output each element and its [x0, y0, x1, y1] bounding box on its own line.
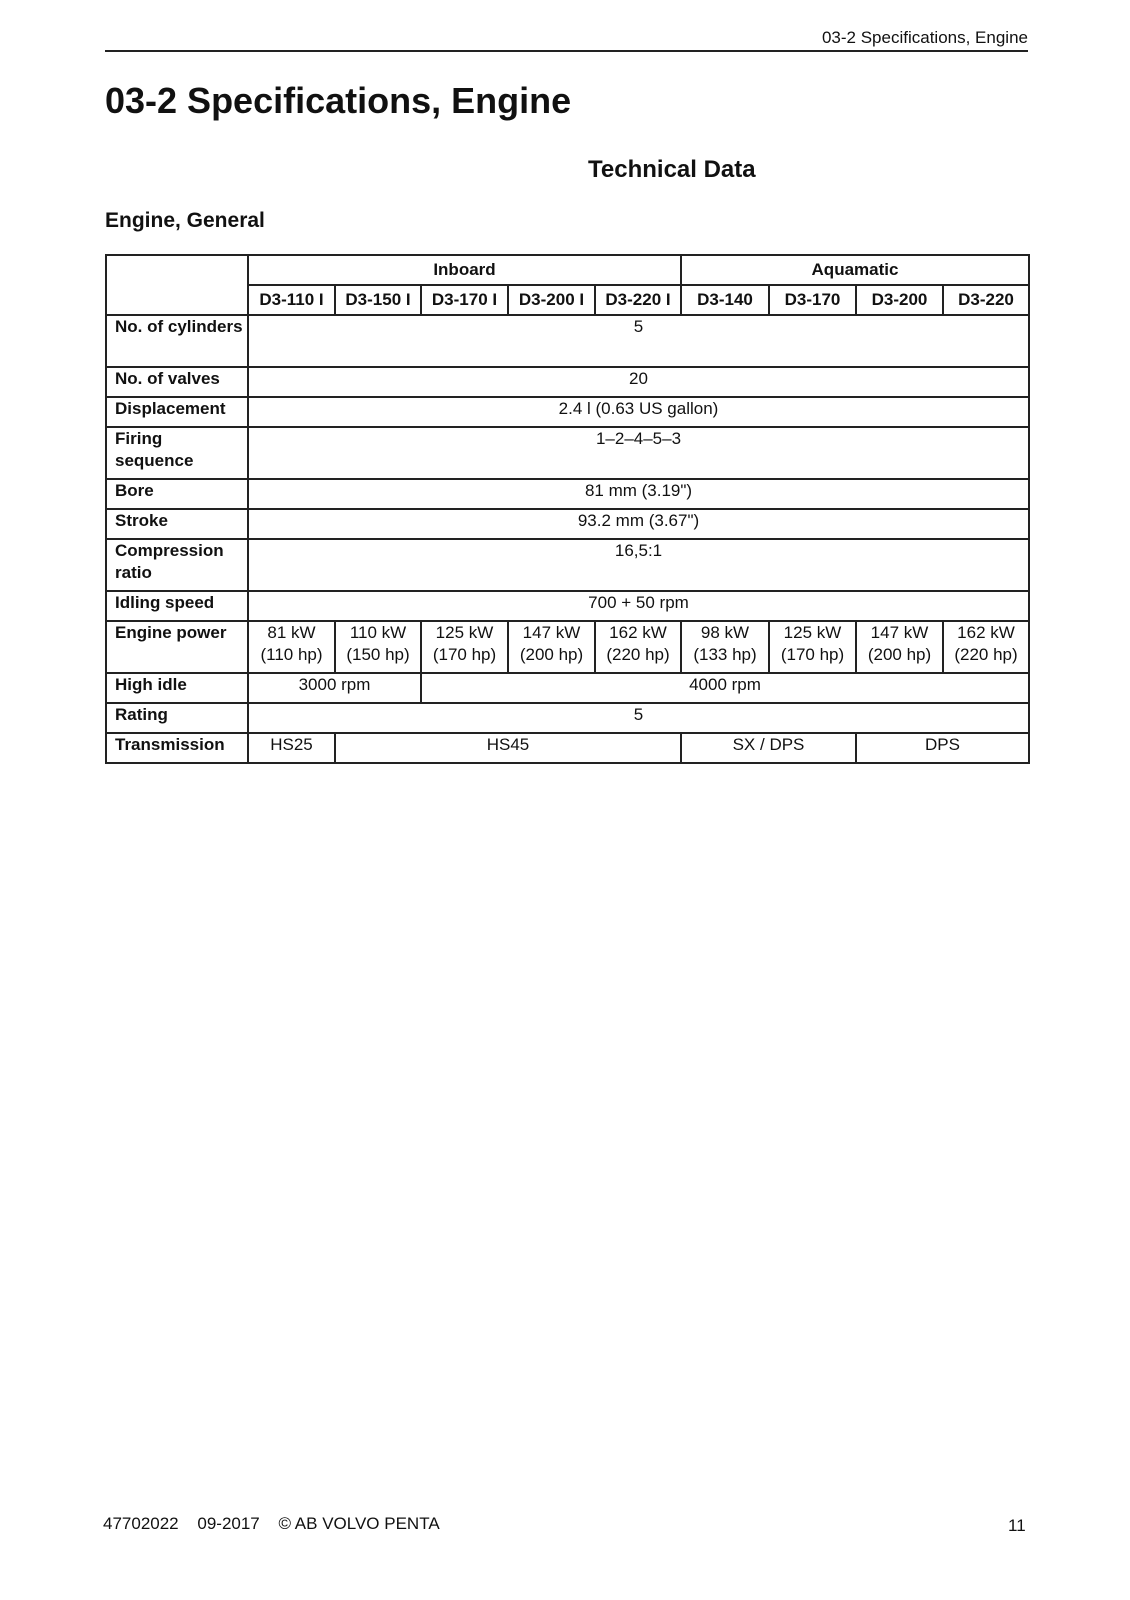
cell-value: 2.4 l (0.63 US gallon) [248, 397, 1029, 427]
cell-value: 125 kW (170 hp) [421, 621, 508, 673]
cell-value: HS45 [335, 733, 681, 763]
table-row [106, 315, 1029, 367]
table-row [106, 673, 1029, 703]
row-label: Displacement [106, 397, 248, 427]
model-header: D3-170 [769, 285, 856, 315]
model-header: D3-220 [943, 285, 1029, 315]
row-label: Transmission [106, 733, 248, 763]
row-label: Stroke [106, 509, 248, 539]
cell-value: 3000 rpm [248, 673, 421, 703]
cell-value: HS25 [248, 733, 335, 763]
page-number: 11 [1008, 1516, 1026, 1535]
cell-value: 147 kW (200 hp) [856, 621, 943, 673]
cell-value: 16,5:1 [248, 539, 1029, 591]
group-header-inboard: Inboard [248, 255, 681, 285]
running-head: 03-2 Specifications, Engine [105, 28, 1028, 52]
cell-value: 81 kW (110 hp) [248, 621, 335, 673]
cell-value: 162 kW (220 hp) [943, 621, 1029, 673]
cell-value: 93.2 mm (3.67") [248, 509, 1029, 539]
table-row [106, 539, 1029, 591]
row-label: No. of cylinders [106, 315, 248, 367]
model-header: D3-200 I [508, 285, 595, 315]
table-row [106, 621, 1029, 673]
row-label: High idle [106, 673, 248, 703]
model-header: D3-140 [681, 285, 769, 315]
cell-value: 5 [248, 315, 1029, 367]
cell-value: SX / DPS [681, 733, 856, 763]
table-row [106, 733, 1029, 763]
sub-title: Engine, General [105, 209, 265, 232]
page-title: 03-2 Specifications, Engine [105, 80, 572, 121]
group-header-aquamatic: Aquamatic [681, 255, 1029, 285]
row-label: Rating [106, 703, 248, 733]
model-header: D3-110 I [248, 285, 335, 315]
cell-value: 5 [248, 703, 1029, 733]
cell-value: 700 + 50 rpm [248, 591, 1029, 621]
table-row [106, 427, 1029, 479]
cell-value: 125 kW (170 hp) [769, 621, 856, 673]
table-row [106, 479, 1029, 509]
cell-value: 81 mm (3.19") [248, 479, 1029, 509]
table-row [106, 509, 1029, 539]
row-label: Compression ratio [106, 539, 248, 591]
model-header: D3-170 I [421, 285, 508, 315]
corner-cell [106, 255, 248, 315]
doc-number: 47702022 [103, 1514, 179, 1533]
table-row [106, 397, 1029, 427]
model-header: D3-220 I [595, 285, 681, 315]
footer-info [103, 1514, 454, 1534]
row-label: Bore [106, 479, 248, 509]
row-label: Idling speed [106, 591, 248, 621]
cell-value: 4000 rpm [421, 673, 1029, 703]
row-label: Firing sequence [106, 427, 248, 479]
row-label: Engine power [106, 621, 248, 673]
cell-value: 20 [248, 367, 1029, 397]
cell-value: DPS [856, 733, 1029, 763]
doc-date: 09-2017 [197, 1514, 260, 1533]
model-header: D3-150 I [335, 285, 421, 315]
table-row [106, 367, 1029, 397]
cell-value: 110 kW (150 hp) [335, 621, 421, 673]
cell-value: 162 kW (220 hp) [595, 621, 681, 673]
cell-value: 98 kW (133 hp) [681, 621, 769, 673]
model-header: D3-200 [856, 285, 943, 315]
row-label: No. of valves [106, 367, 248, 397]
cell-value: 1–2–4–5–3 [248, 427, 1029, 479]
copyright: © AB VOLVO PENTA [278, 1514, 440, 1533]
table-row [106, 703, 1029, 733]
cell-value: 147 kW (200 hp) [508, 621, 595, 673]
engine-spec-table [105, 254, 1030, 764]
table-row [106, 591, 1029, 621]
section-title: Technical Data [588, 156, 756, 183]
